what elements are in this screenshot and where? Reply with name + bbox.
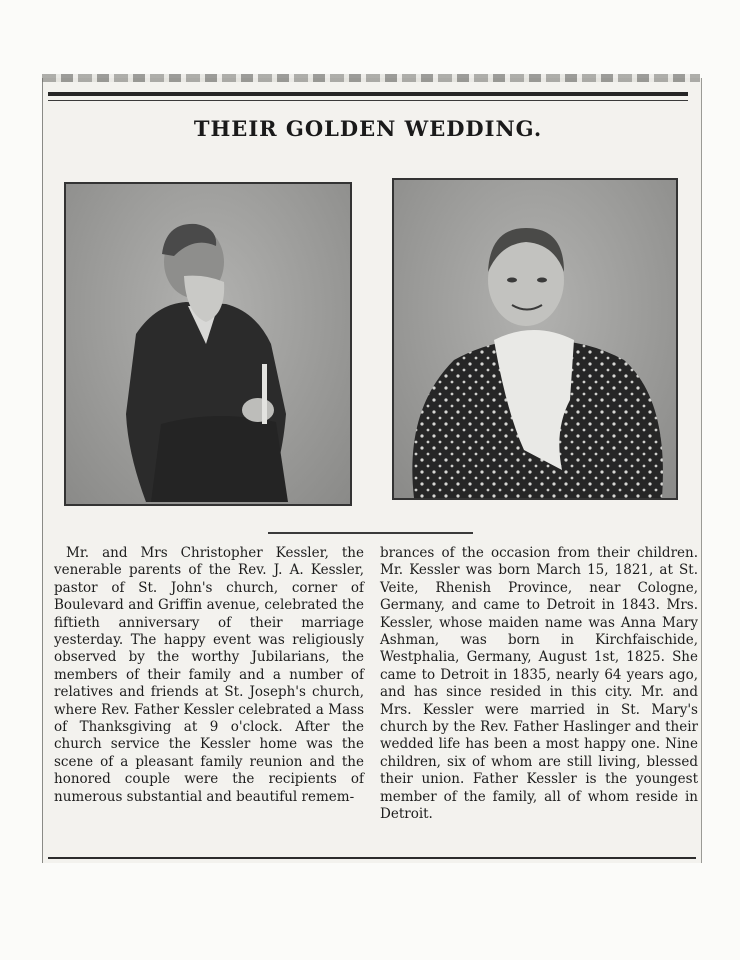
bottom-rule: [48, 857, 696, 859]
photo-mr-kessler: [64, 182, 352, 506]
article-paragraph-left: Mr. and Mrs Christopher Kessler, the venerable parents of the Rev. J. A. Kessler, pastor of St. John's church, corner of Boulevard and Griffin avenue, celebrated the fiftieth anniversary of their marriage yesterday. The happy event was religiously observed by the worthy Jubilarians, the members of their family and a number of relatives and friends at St. Joseph's church, where Rev. Father Kessler celebrated a Mass of Thanksgiving at 9 o'clock. After the church service the Kessler home was the scene of a pleasant family reunion and the honored couple were the recipients of numerous substantial and beautiful remem-: [54, 545, 364, 805]
seated-man-figure: [66, 184, 350, 504]
photo-mrs-kessler: [392, 178, 678, 500]
article-column-left: [54, 545, 364, 806]
article-paragraph-right: brances of the occasion from their children. Mr. Kessler was born March 15, 1821, at St. Veite, Rhenish Province, near Cologne, Germany, and came to Detroit in 1843. Mrs. Kessler, whose maiden name was Anna Mary Ashman, was born in Kirchfaischide, Westphalia, Germany, August 1st, 1825. She came to Detroit in 1835, nearly 64 years ago, and has since resided in this city. Mr. and Mrs. Kessler were married in St. Mary's church by the Rev. Father Haslinger and their wedded life has been a most happy one. Nine children, six of whom are still living, blessed their union. Father Kessler is the youngest member of the family, all of whom reside in Detroit.: [380, 545, 698, 823]
article-column-right: [380, 545, 698, 824]
torn-edge: [42, 74, 700, 82]
top-rule-thin: [48, 100, 688, 101]
headline: THEIR GOLDEN WEDDING.: [193, 116, 543, 141]
top-rule: [48, 92, 688, 96]
woman-portrait-figure: [394, 180, 676, 498]
separator-rule: [268, 532, 473, 534]
